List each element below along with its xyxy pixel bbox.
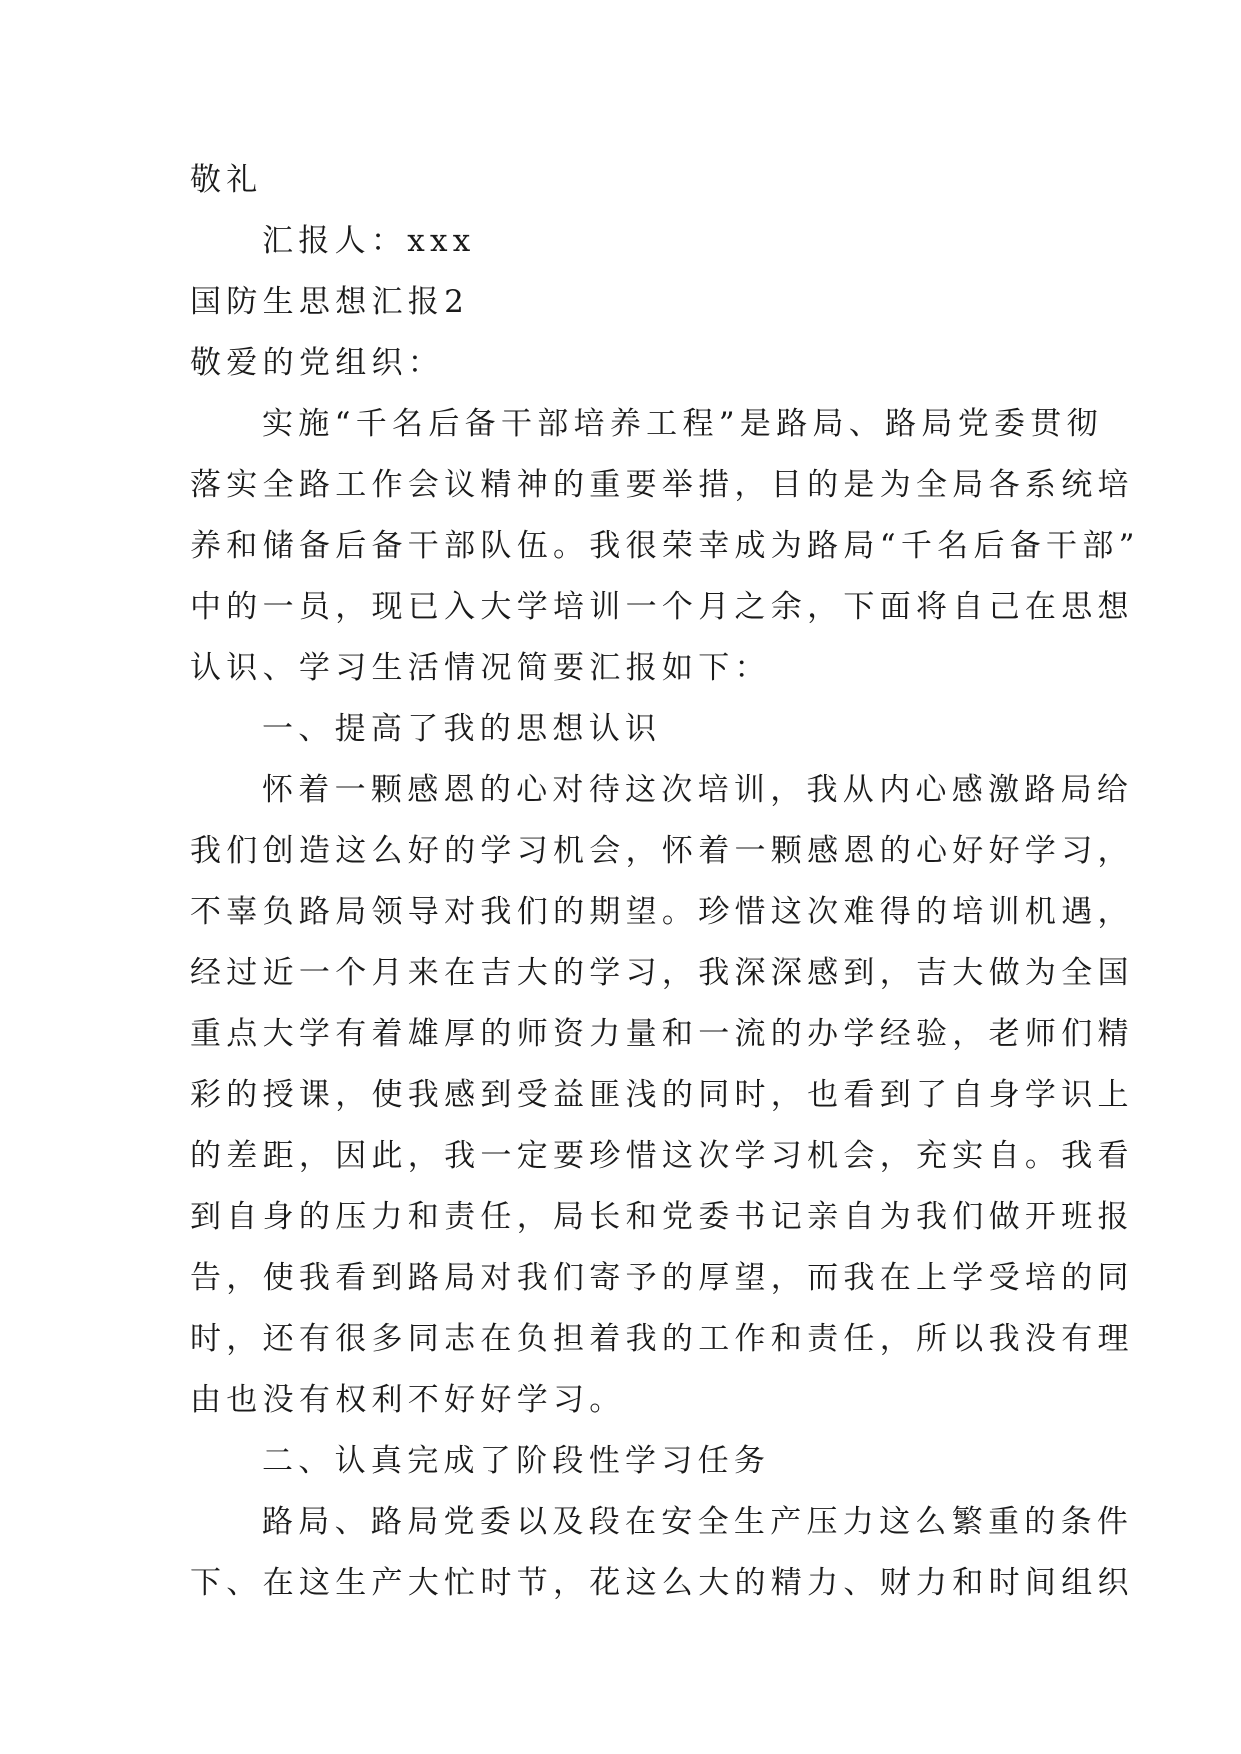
paragraph-2-line-1: 怀着一颗感恩的心对待这次培训，我从内心感激路局给 — [262, 772, 1134, 808]
paragraph-2-line-6: 彩的授课，使我感到受益匪浅的同时，也看到了自身学识上 — [190, 1077, 1134, 1113]
paragraph-1-line-4: 中的一员，现已入大学培训一个月之余，下面将自己在思想 — [190, 589, 1134, 625]
paragraph-1-line-1: 实施“千名后备干部培养工程”是路局、路局党委贯彻 — [262, 406, 1103, 442]
paragraph-2-line-2: 我们创造这么好的学习机会，怀着一颗感恩的心好好学习， — [190, 833, 1134, 869]
paragraph-2-line-7: 的差距，因此，我一定要珍惜这次学习机会，充实自。我看 — [190, 1138, 1134, 1174]
paragraph-2-line-4: 经过近一个月来在吉大的学习，我深深感到，吉大做为全国 — [190, 955, 1134, 991]
heading-2: 二、认真完成了阶段性学习任务 — [262, 1443, 771, 1479]
paragraph-1-line-3: 养和储备后备干部队伍。我很荣幸成为路局“千名后备干部” — [190, 528, 1140, 564]
heading-1: 一、提高了我的思想认识 — [262, 711, 662, 747]
paragraph-3-line-1: 路局、路局党委以及段在安全生产压力这么繁重的条件 — [262, 1504, 1134, 1540]
paragraph-2-line-11: 由也没有权利不好好学习。 — [190, 1382, 626, 1418]
greeting: 敬爱的党组织： — [190, 345, 445, 381]
section-title: 国防生思想汇报2 — [190, 284, 470, 320]
reporter-signature: 汇报人：xxx — [262, 223, 476, 259]
paragraph-1-line-5: 认识、学习生活情况简要汇报如下： — [190, 650, 771, 686]
paragraph-3-line-2: 下、在这生产大忙时节，花这么大的精力、财力和时间组织 — [190, 1565, 1134, 1601]
paragraph-2-line-8: 到自身的压力和责任，局长和党委书记亲自为我们做开班报 — [190, 1199, 1134, 1235]
closing-salute: 敬礼 — [190, 162, 263, 198]
paragraph-2-line-9: 告，使我看到路局对我们寄予的厚望，而我在上学受培的同 — [190, 1260, 1134, 1296]
paragraph-2-line-3: 不辜负路局领导对我们的期望。珍惜这次难得的培训机遇， — [190, 894, 1134, 930]
document-body — [190, 150, 1140, 1614]
paragraph-2-line-10: 时，还有很多同志在负担着我的工作和责任，所以我没有理 — [190, 1321, 1134, 1357]
paragraph-2-line-5: 重点大学有着雄厚的师资力量和一流的办学经验，老师们精 — [190, 1016, 1134, 1052]
paragraph-1-line-2: 落实全路工作会议精神的重要举措，目的是为全局各系统培 — [190, 467, 1134, 503]
